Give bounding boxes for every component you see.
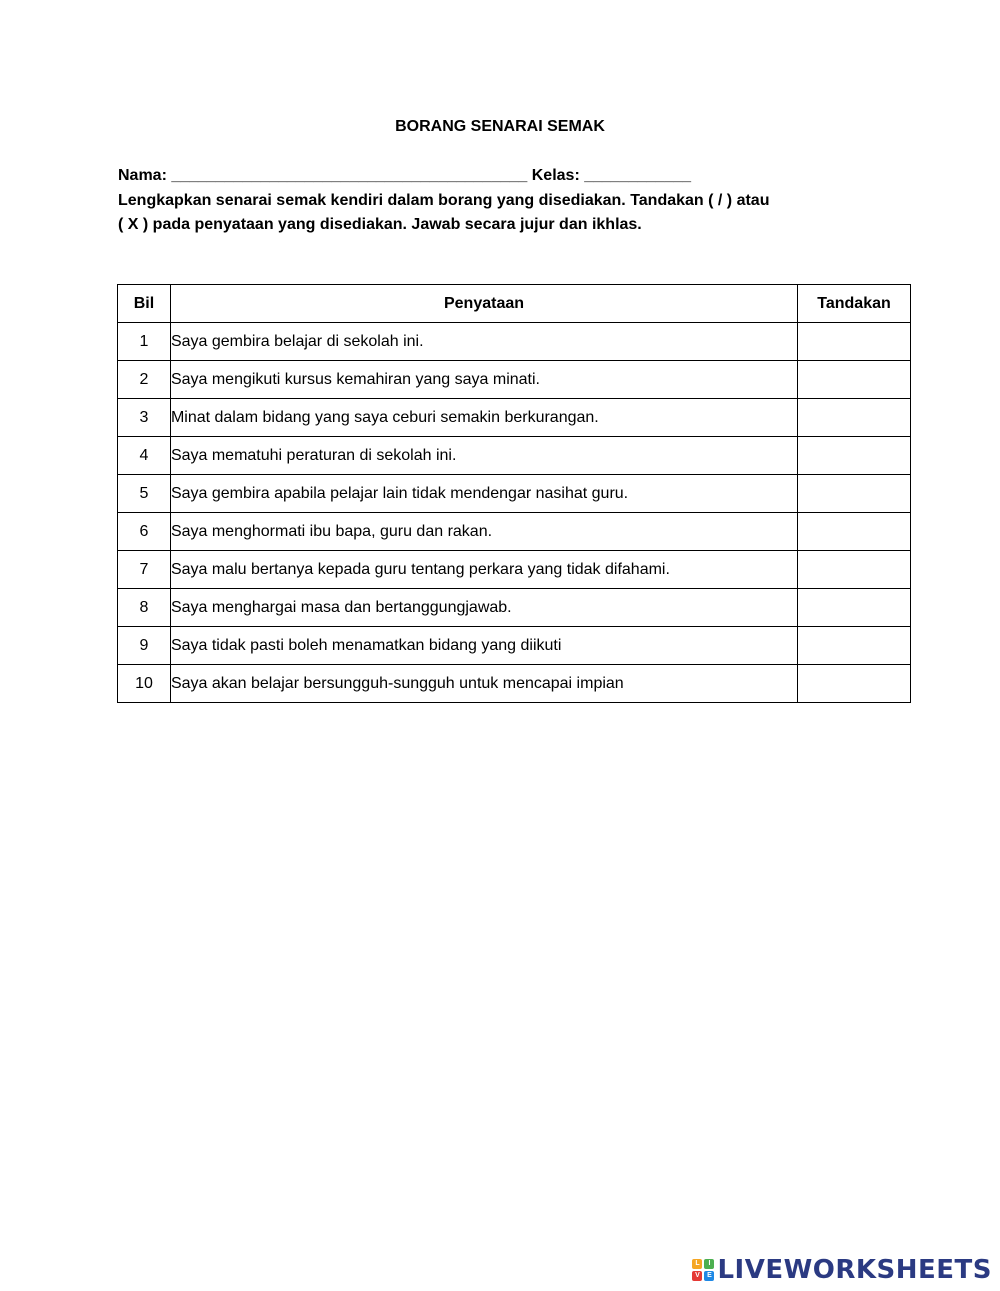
row-mark-cell[interactable] [798, 399, 911, 437]
instructions-line-2: ( X ) pada penyataan yang disediakan. Jawab secara jujur dan ikhlas. [118, 216, 642, 233]
table-row [118, 589, 911, 627]
row-statement: Saya gembira belajar di sekolah ini. [170, 323, 797, 361]
row-statement: Saya malu bertanya kepada guru tentang perkara yang tidak difahami. [170, 551, 797, 589]
class-field[interactable]: ____________ [584, 167, 692, 184]
row-number: 3 [118, 399, 171, 437]
instructions [118, 189, 878, 237]
logo-square: L [692, 1259, 702, 1269]
row-number: 9 [118, 627, 171, 665]
name-class-line [118, 166, 691, 186]
table-row [118, 323, 911, 361]
row-number: 10 [118, 665, 171, 703]
row-number: 4 [118, 437, 171, 475]
table-row [118, 513, 911, 551]
row-mark-cell[interactable] [798, 627, 911, 665]
row-statement: Saya gembira apabila pelajar lain tidak mendengar nasihat guru. [170, 475, 797, 513]
instructions-line-1: Lengkapkan senarai semak kendiri dalam borang yang disediakan. Tandakan ( / ) atau [118, 192, 770, 209]
header-tandakan: Tandakan [798, 285, 911, 323]
form-title: BORANG SENARAI SEMAK [395, 118, 605, 135]
row-mark-cell[interactable] [798, 589, 911, 627]
checklist-table [117, 284, 911, 703]
table-row [118, 551, 911, 589]
row-mark-cell[interactable] [798, 361, 911, 399]
logo-icon [692, 1259, 714, 1281]
logo-square: I [704, 1259, 714, 1269]
row-mark-cell[interactable] [798, 437, 911, 475]
row-statement: Saya menghormati ibu bapa, guru dan rakan. [170, 513, 797, 551]
logo-text: LIVEWORKSHEETS [717, 1255, 992, 1285]
table-row [118, 437, 911, 475]
row-number: 1 [118, 323, 171, 361]
table-row [118, 399, 911, 437]
row-mark-cell[interactable] [798, 665, 911, 703]
row-number: 7 [118, 551, 171, 589]
table-row [118, 475, 911, 513]
row-statement: Saya mengikuti kursus kemahiran yang saya minati. [170, 361, 797, 399]
row-statement: Saya akan belajar bersungguh-sungguh untuk mencapai impian [170, 665, 797, 703]
table-header-row [118, 285, 911, 323]
row-number: 8 [118, 589, 171, 627]
header-bil: Bil [118, 285, 171, 323]
name-field[interactable]: ________________________________________ [171, 167, 528, 184]
row-number: 6 [118, 513, 171, 551]
row-statement: Saya mematuhi peraturan di sekolah ini. [170, 437, 797, 475]
row-number: 2 [118, 361, 171, 399]
row-number: 5 [118, 475, 171, 513]
table-row [118, 361, 911, 399]
table-row [118, 665, 911, 703]
table-row [118, 627, 911, 665]
row-statement: Saya tidak pasti boleh menamatkan bidang yang diikuti [170, 627, 797, 665]
row-mark-cell[interactable] [798, 323, 911, 361]
name-label: Nama: [118, 167, 167, 184]
row-statement: Saya menghargai masa dan bertanggungjawab. [170, 589, 797, 627]
logo-square: E [704, 1271, 714, 1281]
row-mark-cell[interactable] [798, 513, 911, 551]
class-label: Kelas: [531, 167, 580, 184]
liveworksheets-logo [692, 1257, 992, 1283]
logo-square: V [692, 1271, 702, 1281]
row-mark-cell[interactable] [798, 551, 911, 589]
header-penyataan: Penyataan [170, 285, 797, 323]
row-statement: Minat dalam bidang yang saya ceburi semakin berkurangan. [170, 399, 797, 437]
row-mark-cell[interactable] [798, 475, 911, 513]
